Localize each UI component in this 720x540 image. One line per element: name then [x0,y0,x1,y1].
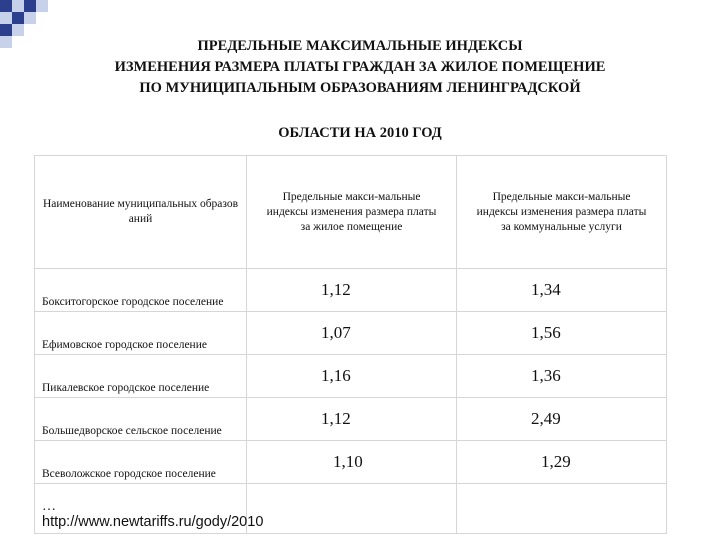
decor-square [12,12,24,24]
footer-empty-cell [457,484,667,534]
footer-ellipsis: … [42,499,56,514]
decor-square [0,0,12,12]
header-utilities-index: Предельные макси-мальные индексы изменения размера платы за коммунальные услуги [457,156,667,269]
table-row [35,355,667,398]
page-title [30,36,690,99]
decor-square [24,12,36,24]
decor-square [0,24,12,36]
decor-square [24,0,36,12]
table-row [35,269,667,312]
page-subtitle: ОБЛАСТИ НА 2010 ГОД [278,125,442,141]
decor-square [12,24,24,36]
footer-source-cell [35,484,264,534]
table-row [35,312,667,355]
housing-index-cell: 1,12 [247,398,457,441]
table-row [35,398,667,441]
footer-empty-cell [247,484,457,534]
decor-square [0,12,12,24]
title-line: ПО МУНИЦИПАЛЬНЫМ ОБРАЗОВАНИЯМ ЛЕНИНГРАДСКОЙ [139,80,581,96]
utilities-index-cell: 1,29 [457,441,667,484]
housing-index-cell: 1,16 [247,355,457,398]
utilities-index-cell: 1,34 [457,269,667,312]
header-municipality: Наименование муниципальных образов аний [35,156,247,269]
housing-index-cell: 1,10 [247,441,457,484]
utilities-index-cell: 1,56 [457,312,667,355]
header-housing-index: Предельные макси-мальные индексы изменения размера платы за жилое помещение [247,156,457,269]
decor-square [0,36,12,48]
municipality-name: Бокситогорское городское поселение [35,269,247,312]
municipality-name: Ефимовское городское поселение [35,312,247,355]
table-row [35,441,667,484]
utilities-index-cell: 2,49 [457,398,667,441]
index-table [34,155,667,534]
table-header-row [35,156,667,269]
municipality-name: Большедворское сельское поселение [35,398,247,441]
source-link[interactable]: http://www.newtariffs.ru/gody/2010 [42,514,264,530]
decor-square [36,0,48,12]
municipality-name: Пикалевское городское поселение [35,355,247,398]
housing-index-cell: 1,12 [247,269,457,312]
title-line: ИЗМЕНЕНИЯ РАЗМЕРА ПЛАТЫ ГРАЖДАН ЗА ЖИЛОЕ ПОМЕЩЕНИЕ [114,59,606,75]
utilities-index-cell: 1,36 [457,355,667,398]
decor-square [12,0,24,12]
title-line: ПРЕДЕЛЬНЫЕ МАКСИМАЛЬНЫЕ ИНДЕКСЫ [197,38,523,54]
table-footer-row [35,484,667,534]
housing-index-cell: 1,07 [247,312,457,355]
municipality-name: Всеволожское городское поселение [35,441,247,484]
